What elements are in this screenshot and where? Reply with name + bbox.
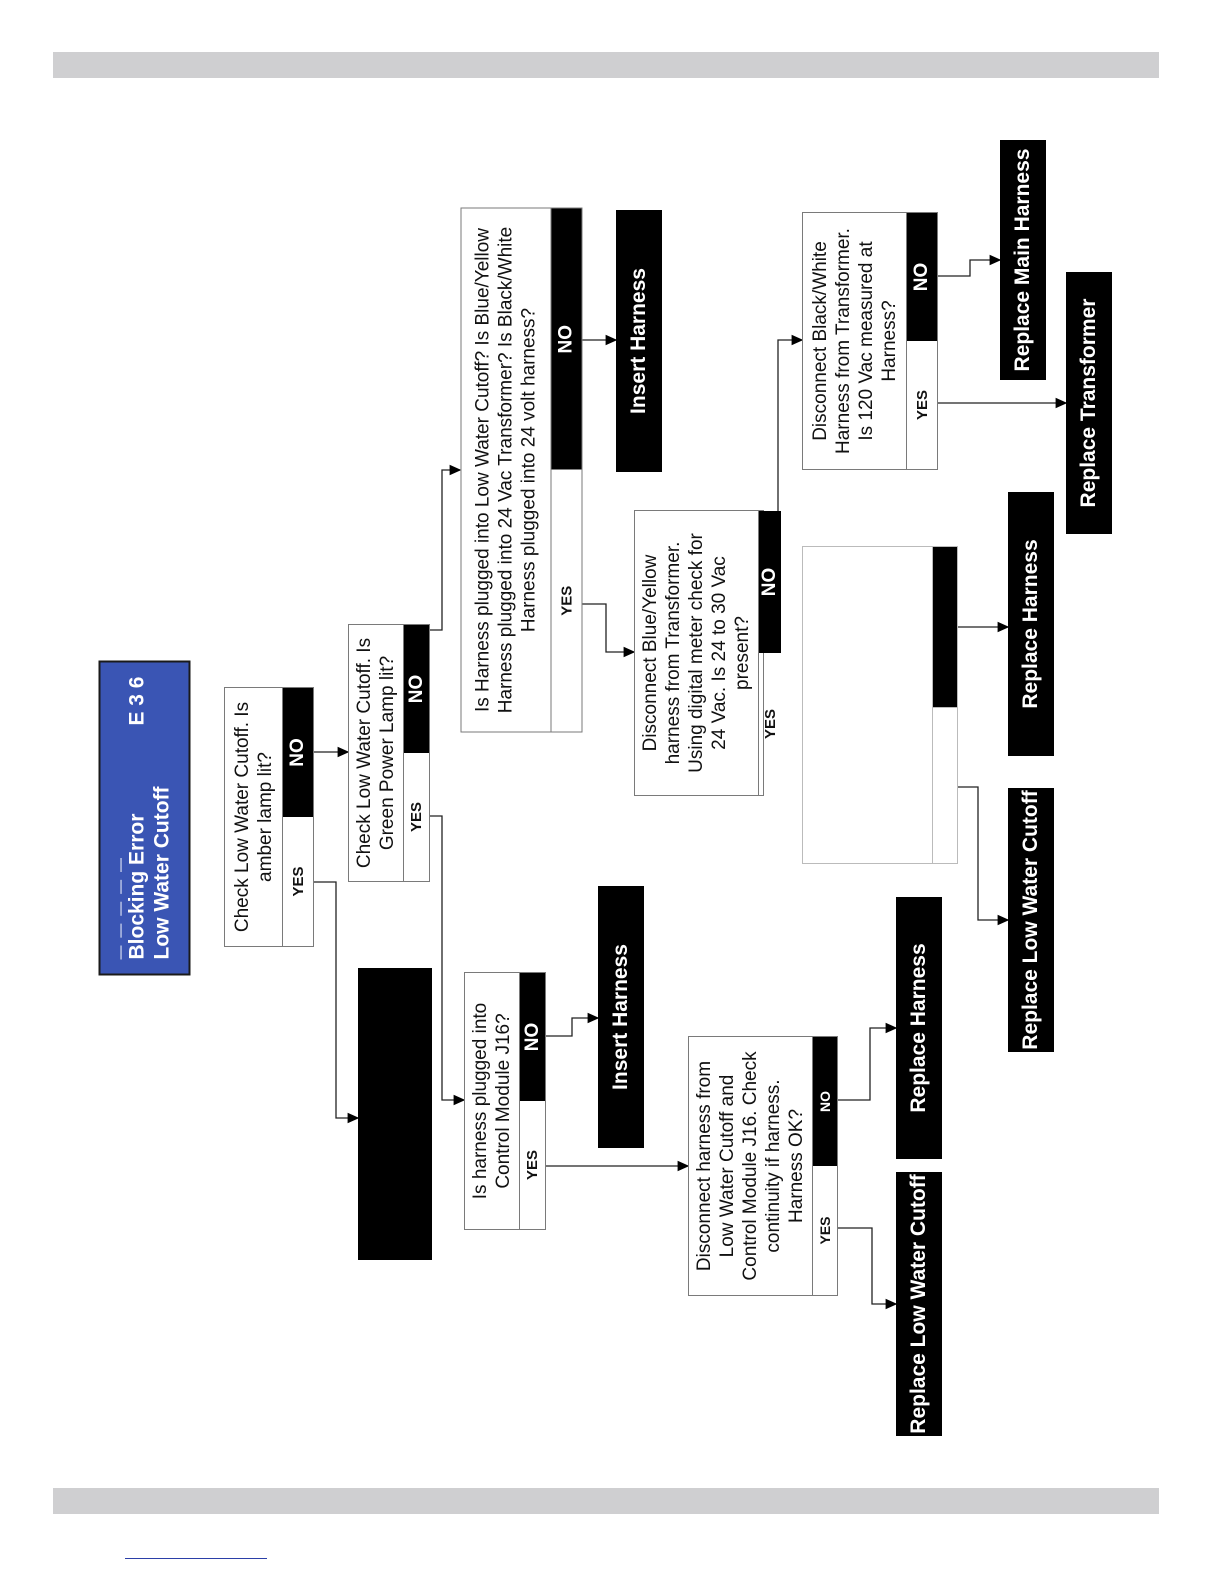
decision-question: Check Low Water Cutoff. Is Green Power Lamp lit? xyxy=(354,637,398,869)
q_disconnect_lwco-wrapper xyxy=(688,1036,838,1296)
flowchart xyxy=(90,130,1150,1450)
error-title-box xyxy=(98,660,190,975)
replace_main_harness-wrapper xyxy=(1000,140,1046,380)
conn-disconnect-yes-to-lwco xyxy=(838,1228,896,1304)
decision-q-amber xyxy=(224,687,314,947)
decision-question: Is Harness plugged into Low Water Cutoff? Is Blue/Yellow Harness plugged into 24 Vac Transformer? Is Black/White Harness plugged into 24 volt harness? xyxy=(472,226,539,713)
no-branch-label: NO xyxy=(520,973,545,1101)
action-replace-lwco-1: Replace Low Water Cutoff xyxy=(896,1172,942,1436)
action-replace-main-harness: Replace Main Harness xyxy=(1000,140,1046,380)
action-replace-transformer: Replace Transformer xyxy=(1066,272,1112,534)
yes-branch-label: YES xyxy=(408,802,425,833)
conn-blank-to-replace-lwco xyxy=(958,787,1008,920)
title-blocking-error: Blocking Error xyxy=(125,813,148,959)
yes-branch-label: YES xyxy=(524,1150,541,1181)
no-branch-label: NO xyxy=(404,625,429,753)
action-replace-harness-2: Replace Harness xyxy=(1008,492,1054,756)
title-low-water-cutoff: Low Water Cutoff xyxy=(150,785,173,959)
decision-q-j16 xyxy=(464,972,546,1230)
q_j16-wrapper xyxy=(464,972,546,1230)
replace_harness_2-wrapper xyxy=(1008,492,1054,756)
decision-question: Disconnect Blue/Yellow harness from Transformer. Using digital meter check for 24 Vac. Is 24 to 30 Vac present? xyxy=(640,533,753,773)
decision-q-disconnect-lwco xyxy=(688,1036,838,1296)
no-branch-label: NO xyxy=(551,208,581,470)
title-error-code: E 3 6 xyxy=(125,676,148,726)
decision-q-black-white xyxy=(802,212,938,470)
decision-question: Disconnect Black/White Harness from Transformer. Is 120 Vac measured at Harness? xyxy=(809,228,900,454)
action-replace-lwco-2: Replace Low Water Cutoff xyxy=(1008,788,1054,1052)
replace_lwco_1-wrapper xyxy=(896,1172,942,1436)
conn-amber-yes-to-redacted xyxy=(314,882,358,1118)
conn-green-no-to-harness xyxy=(430,470,460,630)
action-insert-harness-1: Insert Harness xyxy=(616,210,662,472)
q_harness_plugged-wrapper xyxy=(460,207,582,732)
conn-disconnect-no-to-harness xyxy=(838,1028,896,1100)
decision-q-harness-plugged xyxy=(460,207,582,732)
footer-link-underline xyxy=(125,1558,267,1559)
yes-branch-label: YES xyxy=(557,585,575,616)
title-wrapper xyxy=(98,660,190,975)
no-branch-label: NO xyxy=(907,213,937,341)
q_green-wrapper xyxy=(348,624,430,882)
no-branch-label: NO xyxy=(813,1037,837,1166)
q_amber-wrapper xyxy=(224,687,314,947)
replace_transformer-wrapper xyxy=(1066,272,1112,534)
conn-j16-no-to-insert xyxy=(546,1018,598,1036)
yes-branch-label: YES xyxy=(761,709,779,740)
q_blue_yellow-wrapper xyxy=(634,510,780,796)
replace_harness_1-wrapper xyxy=(896,897,942,1159)
decision-q-green xyxy=(348,624,430,882)
no-branch-label: NO xyxy=(283,688,313,817)
redacted-block xyxy=(358,968,432,1260)
conn-green-yes-to-j16 xyxy=(430,816,464,1100)
q_black_white-wrapper xyxy=(802,212,938,470)
decision-question: Disconnect harness from Low Water Cutoff and Control Module J16. Check continuity if harness. Harness OK? xyxy=(694,1051,807,1281)
insert_harness_1-wrapper xyxy=(616,210,662,472)
no-branch-label: NO xyxy=(759,511,781,653)
blank-box-wrapper xyxy=(802,546,958,864)
decision-question: Check Low Water Cutoff. Is amber lamp lit? xyxy=(231,701,276,933)
yes-branch-label: YES xyxy=(817,1216,833,1245)
action-replace-harness-1: Replace Harness xyxy=(896,897,942,1159)
yes-branch-label: YES xyxy=(289,866,307,897)
decision-q-blue-yellow xyxy=(634,510,780,796)
conn-harness-yes-to-blueyellow xyxy=(582,604,634,652)
action-insert-harness-2: Insert Harness xyxy=(598,886,644,1148)
conn-blackwhite-no-to-main xyxy=(938,260,1000,276)
replace_lwco_2-wrapper xyxy=(1008,788,1054,1052)
yes-branch-label: YES xyxy=(913,390,931,421)
decision-question: Is harness plugged into Control Module J16? xyxy=(470,1002,514,1200)
top-band xyxy=(53,52,1159,78)
insert_harness_2-wrapper xyxy=(598,886,644,1148)
title-dash-line: — — — — — xyxy=(111,855,127,959)
bottom-band xyxy=(53,1488,1159,1514)
empty-decision-box xyxy=(802,546,958,864)
